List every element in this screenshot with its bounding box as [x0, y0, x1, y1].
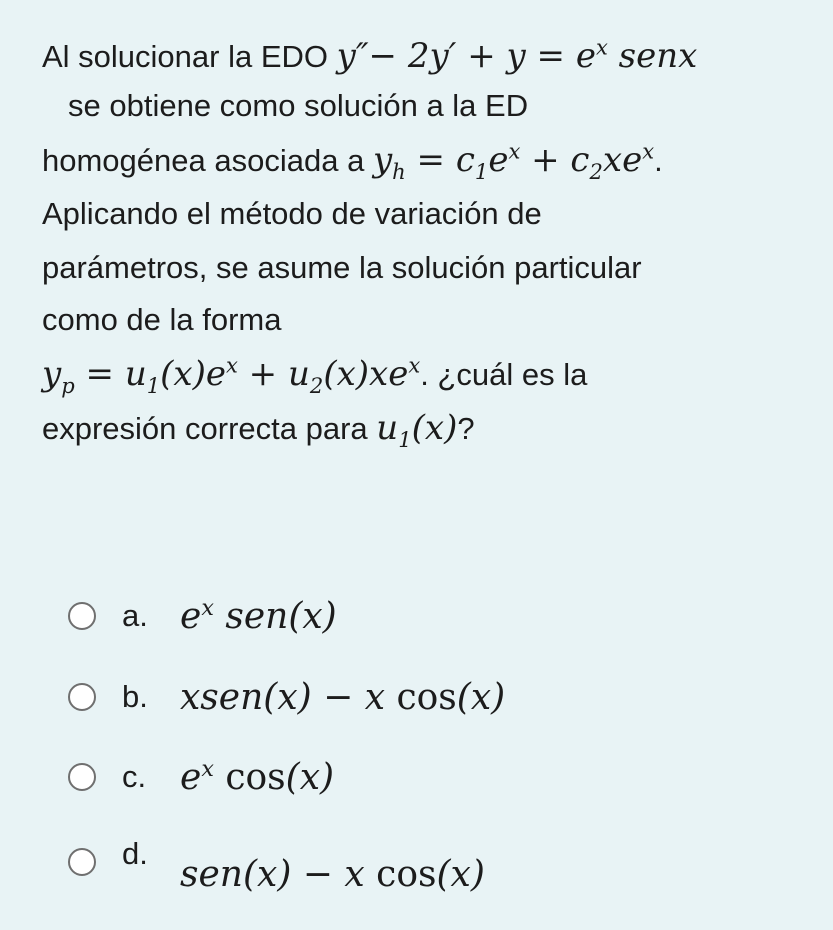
- u1-arg: (x): [411, 408, 458, 448]
- option-expression: [180, 677, 505, 718]
- question-line-8: [42, 408, 475, 452]
- question-line-3: [42, 138, 663, 184]
- particular-solution: [42, 352, 421, 398]
- yp-u2-sub: 2: [309, 372, 324, 398]
- yp-u2-sup: x: [408, 352, 421, 378]
- question-line-3-period: .: [654, 143, 663, 178]
- edo-equation: [337, 36, 698, 76]
- yh-e1-sup: x: [508, 138, 521, 164]
- option-expression: [180, 854, 485, 895]
- radio-button-a[interactable]: [68, 602, 96, 630]
- u1-sub: 1: [398, 426, 412, 452]
- option-c-cos: cos: [213, 756, 286, 798]
- option-letter: c.: [122, 759, 147, 794]
- option-letter: b.: [122, 679, 148, 714]
- option-a-sup: x: [201, 594, 214, 621]
- question-line-1: [42, 36, 697, 77]
- yp-u1-sup: x: [225, 352, 238, 378]
- option-letter: a.: [122, 598, 148, 633]
- question-line-3-text: homogénea asociada a: [42, 143, 365, 178]
- option-d-arg: (x): [436, 854, 485, 895]
- option-d-cos: cos: [376, 854, 437, 895]
- question-line-7: [42, 352, 588, 398]
- option-a-math-a: e: [180, 595, 202, 637]
- yp-y: y: [42, 354, 62, 394]
- question-line-8-text: expresión correcta para: [42, 411, 368, 446]
- yp-u1-term: (x)e: [160, 354, 226, 394]
- u1-u: u: [376, 408, 399, 448]
- option-b[interactable]: [68, 672, 505, 722]
- edo-exponent: x: [595, 34, 608, 60]
- option-c-arg: (x): [285, 756, 335, 798]
- question-mark: ?: [457, 411, 475, 446]
- edo-equation-lhs: y″− 2y′ + y = e: [336, 36, 596, 76]
- question-line-6: como de la forma: [42, 302, 282, 337]
- yh-y: y: [372, 140, 393, 180]
- yh-c1: = c: [405, 140, 475, 180]
- option-expression: [180, 757, 334, 798]
- yh-c2-sub: 2: [589, 158, 603, 184]
- yh-e1: e: [488, 140, 509, 180]
- option-b-math-a: xsen(x) − x: [180, 676, 397, 718]
- option-d-math-a: sen(x) − x: [180, 854, 377, 895]
- option-expression: [180, 596, 337, 637]
- option-d[interactable]: [68, 836, 485, 906]
- option-a[interactable]: [68, 591, 337, 641]
- yh-sub: h: [392, 158, 406, 184]
- u1-expression: [376, 408, 458, 452]
- option-a-math-b: sen(x): [213, 595, 337, 637]
- option-letter: d.: [122, 836, 148, 871]
- question-line-7-text: . ¿cuál es la: [420, 357, 588, 392]
- option-b-cos: cos: [396, 676, 457, 718]
- yh-c2: + c: [520, 140, 590, 180]
- option-b-arg: (x): [456, 676, 506, 718]
- yp-u2: + u: [237, 354, 310, 394]
- yp-u1-sub: 1: [146, 372, 161, 398]
- option-c[interactable]: [68, 752, 334, 802]
- yh-xe: xe: [602, 140, 643, 180]
- yp-u2-term: (x)xe: [323, 354, 409, 394]
- yh-xe-sup: x: [642, 138, 655, 164]
- question-line-2: se obtiene como solución a la ED: [68, 88, 529, 123]
- yp-u1: = u: [74, 354, 147, 394]
- option-c-sup: x: [201, 755, 214, 782]
- question-line-5: parámetros, se asume la solución particular: [42, 250, 642, 285]
- yp-sub: p: [61, 372, 75, 398]
- homogeneous-solution: [372, 138, 655, 184]
- radio-button-d[interactable]: [68, 848, 96, 876]
- question-line-4: Aplicando el método de variación de: [42, 196, 542, 231]
- option-c-math-a: e: [180, 756, 202, 798]
- radio-button-b[interactable]: [68, 683, 96, 711]
- radio-button-c[interactable]: [68, 763, 96, 791]
- yh-c1-sub: 1: [474, 158, 489, 184]
- question-line-1-text: Al solucionar la EDO: [42, 39, 329, 74]
- edo-equation-tail: senx: [607, 36, 698, 76]
